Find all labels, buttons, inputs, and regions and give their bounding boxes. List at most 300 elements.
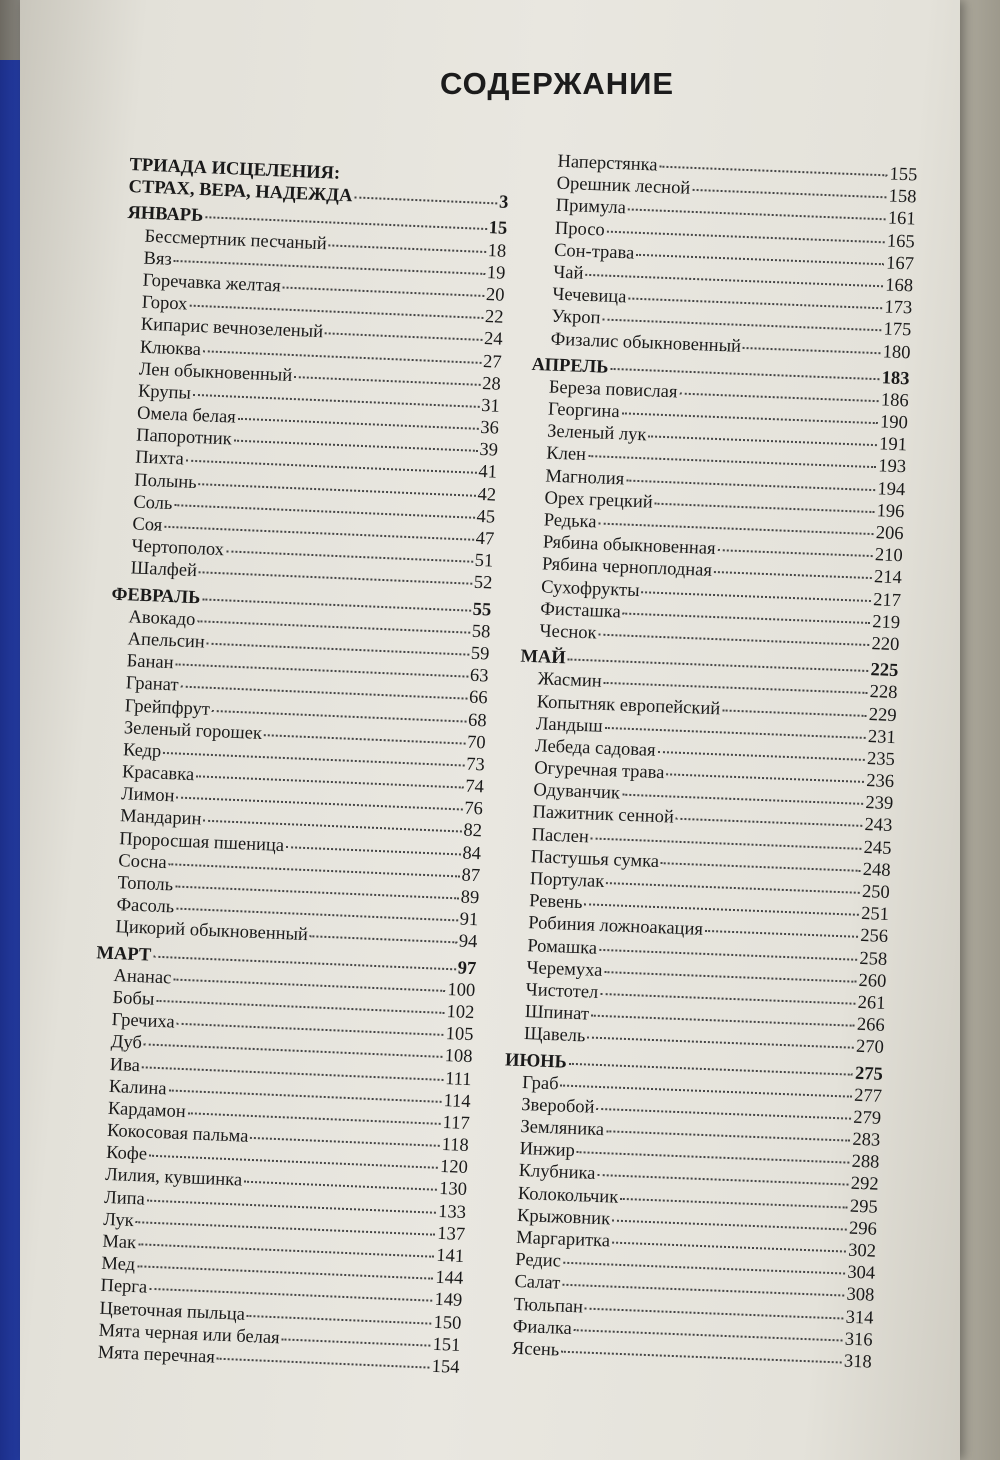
toc-entry-title: МАЙ [520, 646, 567, 669]
toc-dot-leader [325, 333, 482, 342]
toc-page-number: 19 [486, 262, 506, 284]
toc-page-number: 155 [889, 164, 918, 186]
toc-dot-leader [173, 978, 445, 991]
toc-page-number: 133 [437, 1201, 467, 1223]
toc-entry-title: Кардамон [107, 1098, 187, 1123]
toc-page-number: 82 [463, 821, 483, 842]
toc-page-number: 292 [850, 1174, 879, 1196]
toc-entry-title: АПРЕЛЬ [531, 354, 609, 378]
toc-page-number: 41 [478, 462, 498, 484]
toc-entry-title: Кокосовая пальма [106, 1120, 249, 1147]
toc-entry-title: Омела белая [136, 403, 237, 428]
toc-entry-title: ФЕВРАЛЬ [111, 584, 201, 608]
toc-page-number: 161 [887, 208, 916, 230]
toc-page-number: 102 [446, 1001, 475, 1024]
toc-entry-title: Соя [132, 514, 163, 536]
toc-entry-title: Крупы [137, 381, 192, 404]
toc-entry-title: Просо [554, 218, 606, 241]
toc-page-number: 231 [867, 726, 897, 748]
toc-entry-title: Пастушья сумка [530, 846, 660, 872]
toc-page-number: 74 [464, 776, 485, 798]
toc-entry-title: Жасмин [537, 669, 603, 693]
toc-page-number: 225 [870, 660, 899, 682]
toc-entry-title: Примула [555, 196, 627, 219]
toc-page-number: 316 [844, 1329, 873, 1351]
toc-entry-title: Чай [552, 262, 584, 284]
toc-dot-leader [563, 1262, 846, 1275]
toc-dot-leader [226, 551, 473, 563]
toc-page-number: 97 [457, 958, 477, 979]
toc-page-number: 73 [465, 754, 486, 776]
toc-dot-leader [177, 1023, 444, 1036]
toc-dot-leader [149, 1288, 432, 1302]
toc-dot-leader [591, 837, 862, 849]
toc-entry-title: Горох [141, 292, 188, 315]
toc-page-number: 167 [885, 253, 915, 275]
toc-entry-title: Цветочная пыльца [99, 1298, 246, 1325]
toc-page-number: 28 [481, 373, 502, 395]
toc-entry-title: Тополь [117, 873, 174, 896]
toc-entry-title: Бессмертник песчаный [144, 226, 328, 254]
toc-page-number: 150 [433, 1312, 462, 1334]
toc-page-number: 55 [472, 599, 492, 621]
toc-dot-leader [607, 230, 885, 243]
toc-dot-leader [636, 254, 884, 266]
toc-dot-leader [207, 643, 469, 656]
toc-dot-leader [562, 1284, 844, 1297]
toc-dot-leader [175, 886, 459, 900]
toc-page-number: 63 [469, 665, 489, 687]
toc-page-number: 31 [480, 395, 501, 417]
toc-dot-leader [620, 1197, 848, 1208]
toc-dot-leader [244, 1181, 437, 1191]
toc-entry-title: Лен обыкновенный [138, 359, 293, 386]
toc-page-number: 105 [445, 1024, 474, 1046]
toc-page-number: 302 [847, 1240, 877, 1262]
toc-page-number: 22 [484, 307, 504, 328]
toc-page-number: 51 [474, 550, 494, 572]
toc-entry-title: ЯНВАРЬ [127, 203, 204, 227]
toc-entry-title: Земляника [520, 1117, 605, 1141]
toc-page-number: 36 [479, 417, 500, 439]
toc-page-number: 295 [849, 1196, 879, 1218]
toc-page-number: 111 [444, 1068, 472, 1090]
toc-page-number: 42 [477, 484, 497, 506]
toc-dot-leader [596, 1108, 851, 1120]
toc-dot-leader [169, 1089, 442, 1102]
toc-entry-title: Копытняк европейский [536, 691, 721, 719]
toc-dot-leader [568, 659, 869, 673]
toc-dot-leader [661, 862, 861, 872]
toc-dot-leader [722, 709, 867, 717]
toc-dot-leader [597, 1174, 848, 1186]
toc-page-number: 68 [467, 710, 487, 731]
toc-dot-leader [584, 903, 859, 916]
toc-dot-leader [604, 682, 868, 694]
toc-page-number: 258 [859, 948, 888, 970]
toc-entry-title: Гречиха [111, 1010, 176, 1033]
toc-dot-leader [588, 456, 876, 469]
toc-page-number: 210 [874, 545, 904, 567]
toc-dot-leader [587, 1037, 854, 1049]
toc-dot-leader [612, 1242, 846, 1253]
toc-entry-title: Кофе [105, 1143, 148, 1165]
toc-page-number: 94 [458, 931, 478, 953]
toc-dot-leader [560, 1084, 852, 1097]
toc-entry-title: Бобы [112, 987, 155, 1010]
toc-dot-leader [714, 571, 872, 579]
toc-page-number: 100 [447, 979, 476, 1001]
toc-page-number: 39 [478, 440, 499, 461]
toc-entry-title: Зеленый горошек [123, 717, 263, 744]
toc-page-number: 318 [843, 1351, 873, 1373]
toc-dot-leader [217, 1358, 430, 1369]
toc-page-number: 151 [432, 1334, 461, 1356]
toc-entry-title: Кедр [122, 740, 162, 762]
toc-page-number: 59 [470, 643, 490, 665]
toc-page-number: 58 [471, 621, 491, 643]
toc-dot-leader [561, 1351, 842, 1364]
toc-dot-leader [203, 350, 481, 364]
toc-page-number: 270 [855, 1037, 885, 1059]
toc-entry-title: Цикорий обыкновенный [115, 917, 309, 946]
toc-entry-title: Клюква [139, 337, 202, 360]
toc-dot-leader [205, 217, 487, 231]
toc-dot-leader [605, 727, 866, 739]
toc-dot-leader [655, 502, 875, 512]
toc-dot-leader [577, 1151, 850, 1163]
toc-entry-title: Крыжовник [516, 1205, 611, 1230]
toc-dot-leader [692, 189, 887, 198]
toc-page-number: 168 [884, 275, 914, 297]
toc-page-number: 173 [884, 297, 913, 319]
toc-dot-leader [717, 549, 872, 557]
toc-entry-title: Мята черная или белая [98, 1320, 281, 1349]
toc-dot-leader [147, 1199, 437, 1213]
toc-entry-title: Дуб [110, 1032, 143, 1054]
toc-entry-title: Красавка [121, 762, 195, 786]
toc-dot-leader [149, 1155, 438, 1169]
toc-page-number: 175 [883, 319, 912, 341]
toc-dot-leader [657, 751, 865, 761]
toc-dot-leader [622, 412, 879, 424]
toc-page-number: 108 [444, 1046, 473, 1068]
toc-dot-leader [203, 820, 461, 833]
toc-entry-title: Зеленый лук [546, 421, 647, 446]
toc-entry-title: Мята перечная [97, 1342, 216, 1368]
toc-entry-title: Салат [514, 1272, 561, 1294]
toc-entry-title: Рябина черноплодная [541, 554, 713, 582]
toc-dot-leader [612, 1219, 847, 1230]
toc-entry-title: Зверобой [520, 1094, 595, 1118]
toc-page-number: 288 [851, 1151, 880, 1174]
toc-dot-leader [574, 1329, 843, 1341]
toc-dot-leader [610, 368, 879, 380]
toc-dot-leader [193, 394, 479, 408]
toc-entry-title: Сон-трава [553, 240, 635, 264]
toc-entry-title: Ландыш [535, 713, 604, 737]
toc-page-number: 158 [888, 186, 917, 208]
toc-page-number: 250 [861, 881, 891, 903]
toc-dot-leader [743, 346, 881, 353]
toc-dot-leader [202, 598, 470, 611]
toc-dot-leader [599, 948, 857, 960]
toc-entry-title: Ананас [113, 965, 172, 989]
toc-entry-title: Одуванчик [533, 780, 621, 804]
toc-entry-title: Черемуха [526, 957, 603, 981]
toc-entry-title: Шалфей [130, 558, 198, 582]
toc-dot-leader [282, 1338, 431, 1346]
toc-page-number: 180 [882, 341, 911, 363]
toc-dot-leader [648, 436, 877, 447]
toc-entry-title: Липа [103, 1187, 146, 1210]
toc-page-number: 3 [498, 192, 509, 214]
toc-entry-title: Чертополох [131, 536, 225, 561]
toc-page-number: 243 [864, 815, 893, 837]
toc-dot-leader [569, 1062, 853, 1075]
toc-page-number: 296 [848, 1218, 878, 1240]
toc-page-number: 236 [865, 771, 895, 793]
toc-dot-leader [642, 591, 872, 602]
toc-entry-title: Апельсин [127, 629, 206, 653]
toc-page-number: 220 [871, 634, 900, 656]
toc-page-number: 117 [442, 1112, 471, 1134]
toc-entry-title: Клубника [518, 1161, 596, 1185]
toc-entry-title: Орех грецкий [544, 488, 654, 513]
toc-page-number: 87 [461, 865, 481, 887]
toc-page-number: 154 [431, 1356, 460, 1378]
toc-entry-title: Сухофрукты [540, 576, 640, 601]
toc-dot-leader [585, 1307, 844, 1319]
toc-page-number: 118 [441, 1134, 470, 1157]
toc-page-number: 260 [858, 970, 887, 992]
page-title: СОДЕРЖАНИЕ [440, 66, 675, 101]
toc-entry-title: Ясень [511, 1338, 560, 1361]
toc-page-number: 191 [878, 434, 908, 456]
toc-page-number: 283 [852, 1129, 881, 1151]
toc-entry-title: Портулак [529, 869, 605, 892]
toc-entry-title: Лимон [120, 784, 175, 807]
toc-page-number: 186 [880, 390, 910, 412]
toc-page-number: 15 [488, 218, 508, 240]
toc-entry-title: Наперстянка [557, 151, 658, 176]
toc-dot-leader [585, 274, 883, 287]
toc-page-number: 266 [856, 1014, 886, 1036]
toc-entry-title: Мед [101, 1253, 136, 1276]
toc-page-number: 91 [459, 909, 479, 931]
toc-dot-leader [598, 523, 873, 536]
toc-entry-title: Лебеда садовая [534, 736, 656, 761]
toc-page-number: 251 [860, 904, 890, 926]
toc-page-number: 66 [468, 687, 488, 709]
toc-entry-title: Тюльпан [513, 1294, 584, 1318]
toc-dot-leader [238, 418, 479, 430]
toc-dot-leader [197, 620, 470, 633]
toc-entry-title: Банан [126, 651, 174, 674]
toc-dot-leader [199, 483, 476, 497]
toc-entry-title: Редис [514, 1250, 562, 1272]
toc-page-number: 206 [875, 523, 904, 545]
toc-page-number: 27 [482, 351, 503, 373]
toc-page-number: 47 [475, 528, 495, 550]
toc-page-number: 141 [435, 1245, 465, 1267]
toc-page-number: 20 [485, 284, 505, 306]
toc-page-number: 193 [877, 456, 907, 478]
toc-entry-title: Щавель [523, 1024, 586, 1047]
toc-dot-leader [659, 166, 887, 177]
toc-entry-title: Укроп [551, 306, 601, 329]
toc-entry-title: Авокадо [128, 607, 196, 630]
toc-page-number: 196 [876, 501, 905, 523]
toc-entry-title: Грейпфрут [124, 695, 211, 720]
toc-entry-title: Береза повислая [548, 377, 678, 403]
toc-entry-title: Ива [109, 1054, 141, 1076]
toc-entry-title: Полынь [133, 470, 198, 493]
toc-entry-title: Фиалка [512, 1316, 573, 1339]
toc-entry-title: Чистотел [525, 980, 599, 1003]
toc-page-number: 190 [879, 412, 909, 434]
toc-entry-title: Маргаритка [515, 1227, 611, 1252]
toc-page-number: 229 [868, 704, 897, 726]
toc-dot-leader [264, 734, 465, 744]
toc-left-column [79, 154, 509, 1379]
toc-dot-leader [666, 773, 864, 783]
toc-entry-title: Огуречная трава [533, 758, 665, 784]
toc-dot-leader [622, 794, 864, 805]
toc-entry-title: ТРИАДА ИСЦЕЛЕНИЯ: [129, 154, 341, 184]
toc-entry-title: СТРАХ, ВЕРА, НАДЕЖДА [128, 177, 353, 207]
toc-entry-title: ИЮНЬ [504, 1049, 568, 1073]
toc-page-number: 275 [854, 1063, 884, 1085]
toc-entry-title: МАРТ [96, 942, 152, 966]
toc-entry-title: Соль [133, 492, 173, 514]
toc-page-number: 24 [483, 329, 503, 351]
toc-dot-leader [283, 286, 484, 296]
toc-dot-leader [176, 908, 458, 922]
toc-page-number: 214 [873, 567, 903, 589]
toc-dot-leader [234, 440, 478, 452]
toc-dot-leader [188, 1112, 441, 1125]
toc-entry-title: Физалис обыкновенный [550, 329, 742, 357]
toc-page-number: 137 [436, 1223, 466, 1245]
toc-entry-title: Граб [521, 1072, 559, 1095]
toc-entry-title: Пажитник сенной [532, 802, 675, 829]
toc-right-column [494, 150, 918, 1374]
toc-page-number: 45 [476, 506, 496, 528]
toc-entry-title: Фасоль [116, 895, 175, 918]
toc-page-number: 130 [438, 1179, 468, 1201]
toc-page-number: 219 [871, 611, 901, 633]
toc-entry-title: Колокольчик [517, 1183, 619, 1208]
toc-entry-title: Вяз [143, 248, 173, 270]
toc-dot-leader [679, 392, 879, 402]
toc-page-number: 304 [846, 1262, 876, 1284]
toc-dot-leader [606, 1130, 850, 1141]
toc-entry-title: Георгина [547, 399, 620, 423]
toc-page-number: 114 [443, 1090, 472, 1112]
toc-page-number: 18 [487, 240, 507, 262]
toc-page-number: 89 [460, 887, 480, 909]
toc-entry-title: Лук [102, 1209, 135, 1231]
toc-entry-title: Магнолия [545, 466, 625, 490]
toc-entry-title: Проросшая пшеница [118, 828, 285, 856]
toc-page-number: 149 [434, 1290, 463, 1312]
toc-entry-title: Перга [100, 1276, 148, 1299]
toc-dot-leader [212, 709, 466, 722]
toc-entry-title: Ревень [528, 891, 583, 914]
toc-page-number: 76 [463, 798, 484, 820]
toc-page-number: 279 [852, 1107, 882, 1129]
toc-dot-leader [602, 319, 881, 332]
toc-dot-leader [250, 1137, 439, 1147]
toc-entry-title: Горечавка желтая [142, 270, 282, 297]
toc-entry-title: Шпинат [524, 1002, 590, 1025]
toc-dot-leader [310, 936, 457, 944]
toc-entry-title: Гранат [125, 673, 179, 696]
toc-dot-leader [591, 1015, 855, 1027]
toc-dot-leader [247, 1314, 432, 1324]
toc-dot-leader [626, 479, 875, 491]
toc-page-number: 248 [862, 859, 891, 881]
toc-page-number: 245 [863, 837, 892, 859]
toc-page-number: 120 [439, 1157, 469, 1179]
toc-dot-leader [329, 244, 486, 253]
toc-dot-leader [623, 612, 871, 624]
toc-dot-leader [286, 846, 461, 855]
toc-entry-title: Орешник лесной [556, 173, 691, 199]
toc-page-number: 261 [857, 992, 886, 1014]
toc-page-number: 84 [462, 843, 482, 864]
toc-dot-leader [606, 882, 860, 894]
toc-dot-leader [199, 572, 472, 585]
toc-page-number: 194 [877, 478, 906, 500]
toc-page-number: 217 [872, 589, 902, 611]
toc-page-number: 235 [866, 748, 896, 770]
toc-entry-title: Сосна [117, 850, 168, 873]
toc-dot-leader [294, 376, 480, 386]
toc-page-number: 52 [473, 573, 493, 594]
toc-dot-leader [196, 775, 463, 788]
toc-dot-leader [180, 686, 467, 700]
toc-dot-leader [600, 993, 856, 1005]
toc-dot-leader [354, 197, 497, 205]
toc-entry-title: Робиния ложноакация [527, 913, 704, 941]
toc-page-number: 144 [435, 1267, 464, 1290]
toc-page-number: 228 [869, 682, 898, 704]
toc-page-number: 277 [853, 1085, 883, 1107]
toc-dot-leader [598, 634, 869, 646]
toc-dot-leader [676, 818, 863, 827]
toc-entry-title: Папоротник [135, 425, 233, 450]
toc-entry-title: Мак [102, 1231, 137, 1254]
toc-dot-leader [628, 298, 882, 310]
toc-page-number: 256 [859, 926, 889, 948]
toc-dot-leader [705, 930, 858, 938]
toc-page-number: 183 [881, 367, 910, 390]
toc-entry-title: Рябина обыкновенная [542, 532, 716, 560]
toc-entry-title: Калина [108, 1076, 168, 1100]
toc-dot-leader [176, 797, 462, 811]
toc-dot-leader [604, 971, 856, 983]
toc-entry-title: Редька [543, 510, 597, 533]
toc-page-number: 239 [865, 793, 894, 815]
toc-entry-title: Инжир [519, 1139, 576, 1162]
toc-dot-leader [628, 209, 886, 221]
toc-dot-leader [156, 1000, 444, 1014]
toc-entry-title: Пихта [134, 447, 185, 470]
toc-entry-title: Паслен [531, 824, 590, 847]
toc-entry-title: Лилия, кувшинка [104, 1165, 243, 1192]
